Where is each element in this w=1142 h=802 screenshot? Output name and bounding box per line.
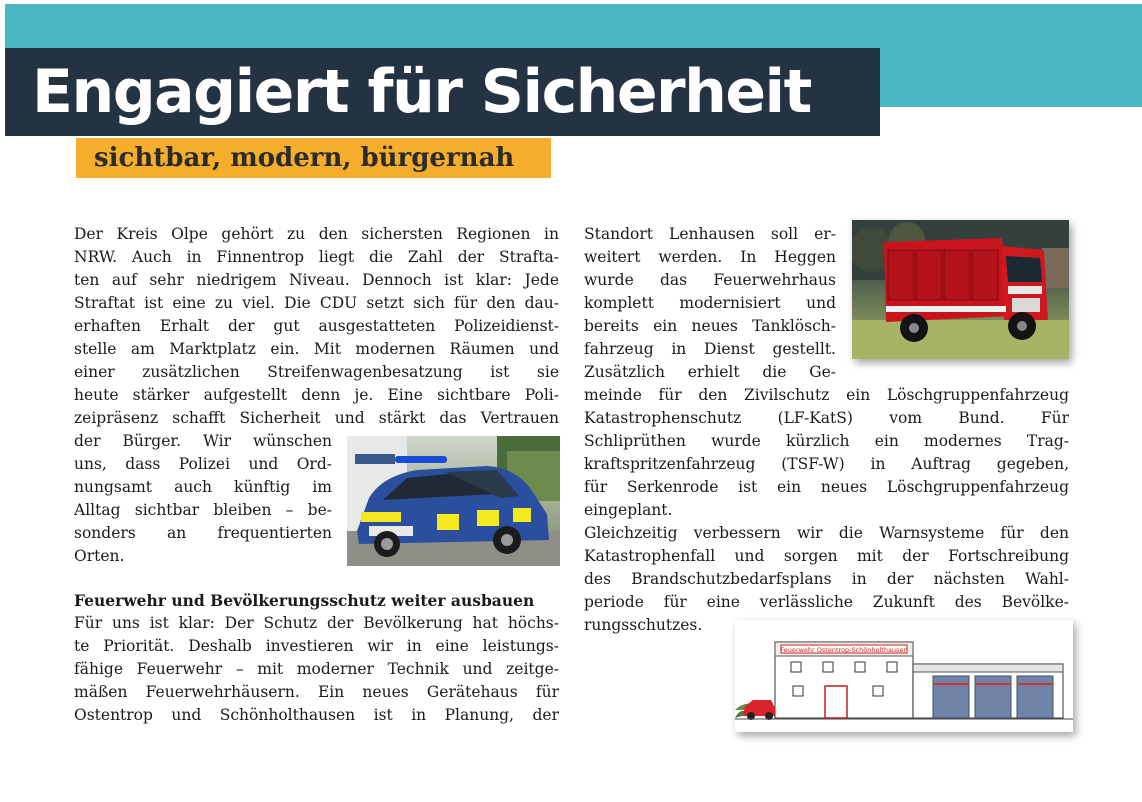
page-subtitle: sichtbar, modern, bürgernah [94,143,515,173]
text-line: Zusätzlich erhielt die Ge- [584,363,836,381]
text-line: für Serkenrode ist ein neues Löschgruppenfahrzeug [584,478,1069,496]
text-line: heute stärker aufgestellt denn je. Eine sichtbare Poli- [74,386,559,404]
text-line: wurde das Feuerwehrhaus [584,271,836,289]
text-line: zeipräsenz schafft Sicherheit und stärkt das Vertrauen [74,409,559,427]
text-line: der Bürger. Wir wünschen [74,432,332,450]
text-line: NRW. Auch in Finnentrop liegt die Zahl der Strafta- [74,248,559,266]
text-line: mäßen Feuerwehrhäusern. Ein neues Gerätehaus für [74,683,559,701]
text-line: rungsschutzes. [584,616,703,634]
text-line: bereits ein neues Tanklösch- [584,317,836,335]
text-line: Straftat ist eine zu viel. Die CDU setzt sich für den dau- [74,294,559,312]
section-heading: Feuerwehr und Bevölkerungsschutz weiter ausbauen [74,591,535,610]
text-line: meinde für den Zivilschutz ein Löschgruppenfahrzeug [584,386,1069,404]
text-line: periode für eine verlässliche Zukunft des Bevölke- [584,593,1069,611]
text-line: komplett modernisiert und [584,294,836,312]
fire-station-icon [735,620,1073,732]
text-line: Ostentrop und Schönholthausen ist in Planung, der [74,706,559,724]
text-line: Für uns ist klar: Der Schutz der Bevölkerung hat höchs- [74,614,559,632]
text-line: Gleichzeitig verbessern wir die Warnsysteme für den [584,524,1069,542]
text-line: fahrzeug in Dienst gestellt. [584,340,836,358]
police-car-icon [347,436,560,566]
text-line: erhaften Erhalt der gut ausgestatteten Polizeidienst- [74,317,559,335]
text-line: eingeplant. [584,501,673,519]
fire-station-sign: Feuerwehr Ostentrop-Schönholthausen [780,646,908,654]
text-line: stelle am Marktplatz ein. Mit modernen Räumen und [74,340,559,358]
text-line: des Brandschutzbedarfsplans in der nächsten Wahl- [584,570,1069,588]
text-line: Katastrophenfall und sorgen mit der Fortschreibung [584,547,1069,565]
text-line: Schliprüthen wurde kürzlich ein modernes Trag- [584,432,1069,450]
text-line: fähige Feuerwehr – mit moderner Technik und zeitge- [74,660,559,678]
text-line: Alltag sichtbar bleiben – be- [74,501,332,519]
text-line: ten auf sehr niedrigem Niveau. Dennoch ist klar: Jede [74,271,559,289]
text-line: nungsamt auch künftig im [74,478,332,496]
text-line: te Priorität. Deshalb investieren wir in eine leistungs- [74,637,559,655]
text-line: kraftspritzenfahrzeug (TSF-W) in Auftrag gegeben, [584,455,1069,473]
text-line: Katastrophenschutz (LF-KatS) vom Bund. Für [584,409,1069,427]
text-line: uns, dass Polizei und Ord- [74,455,332,473]
page-title: Engagiert für Sicherheit [32,57,811,127]
police-car-photo [347,436,560,566]
text-line: Der Kreis Olpe gehört zu den sichersten Regionen in [74,225,559,243]
fire-station-drawing [735,620,1073,732]
fire-truck-icon [852,220,1069,359]
text-line: Standort Lenhausen soll er- [584,225,836,243]
text-line: sonders an frequentierten [74,524,332,542]
text-line: einer zusätzlichen Streifenwagenbesatzung ist sie [74,363,559,381]
text-line: weitert werden. In Heggen [584,248,836,266]
fire-truck-photo [852,220,1069,359]
text-line: Orten. [74,547,125,565]
